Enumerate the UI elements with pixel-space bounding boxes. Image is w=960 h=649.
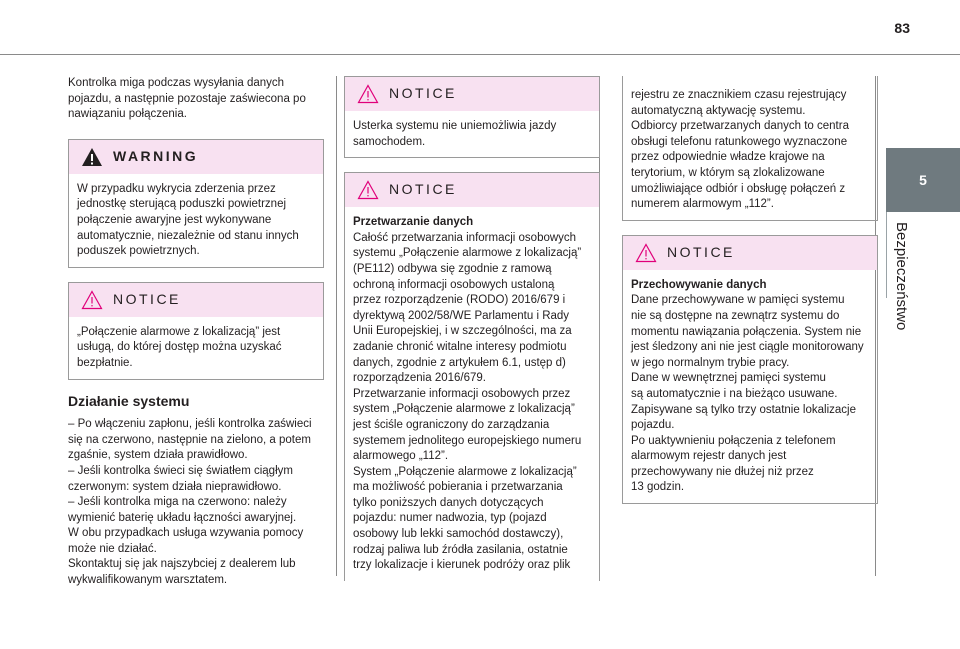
column-2: [344, 76, 600, 581]
notice-line: Usterka systemu nie uniemożliwia jazdy: [353, 120, 557, 132]
section-line: może nie działać.: [68, 542, 157, 555]
notice-box: [344, 76, 600, 158]
section-line: wykwalifikowanym warsztatem.: [68, 574, 228, 587]
notice-line: samochodem.: [353, 135, 426, 148]
intro-line: pojazdu, a następnie pozostaje zaświecona po: [68, 92, 306, 105]
notice-line: danych, zgodnie z artykułem 6.1, ustęp d): [353, 356, 566, 369]
notice-line: (PE112) odbywa się zgodnie z ramową: [353, 262, 552, 275]
notice-line: przechowywany nie dłużej niż przez: [631, 465, 814, 478]
section-line: – Po włączeniu zapłonu, jeśli kontrolka zaświeci: [68, 418, 312, 431]
notice-line: zadanie chronić witalne interesy podmiotu: [353, 340, 567, 353]
notice-line: tylko poniższych danych dotyczących: [353, 496, 544, 509]
notice-header: [623, 236, 877, 270]
notice-icon: [357, 84, 379, 104]
column-3: [622, 76, 878, 504]
warning-line: poduszek powietrznych.: [77, 245, 200, 258]
notice-line: system „Połączenie alarmowe z lokalizacją”: [353, 403, 575, 416]
notice-line: są automatycznie i na bieżąco usuwane.: [631, 387, 838, 400]
notice-line: systemem jednolitego europejskiego numeru: [353, 434, 582, 447]
notice-line: trzy lokalizacje i kierunek podróży oraz plik: [353, 559, 571, 572]
notice-title: NOTICE: [389, 181, 457, 198]
warning-line: automatycznie, niezależnie od stanu innych: [77, 229, 299, 242]
notice-title: NOTICE: [113, 290, 181, 307]
section-line: Skontaktuj się jak najszybciej z dealerem lub: [68, 558, 296, 571]
section-line: – Jeśli kontrolka świeci się światłem ciągłym: [68, 464, 293, 477]
chapter-title: Bezpieczeństwo: [893, 222, 910, 331]
warning-line: jednostkę sterującą poduszki powietrznej: [77, 198, 287, 211]
notice-subtitle: Przetwarzanie danych: [353, 216, 474, 229]
notice-line: alarmowego „112”.: [353, 450, 449, 463]
notice-icon: [357, 180, 379, 200]
page-number: 83: [894, 20, 910, 36]
notice-line: usługą, do której dostęp można uzyskać: [77, 341, 282, 354]
notice-title: NOTICE: [667, 243, 735, 260]
notice-line: ma możliwość pobierania i przetwarzania: [353, 481, 563, 494]
notice-line: systemu „Połączenie alarmowe z lokalizacją”: [353, 247, 582, 260]
notice-title: NOTICE: [389, 85, 457, 102]
notice-line: pojazdu.: [631, 419, 675, 432]
warning-line: W przypadku wykrycia zderzenia przez: [77, 182, 276, 195]
notice-line: rodzaj paliwa lub źródła zasilania, ostatnie: [353, 543, 568, 556]
notice-line: rozporządzenia 2016/679.: [353, 372, 486, 385]
notice-line: Przetwarzanie informacji osobowych przez: [353, 387, 571, 400]
notice-line: jest śledzony ani nie jest ciągle monitorowany: [631, 341, 864, 354]
notice-line: 13 godzin.: [631, 481, 685, 494]
column-rule-1: [336, 76, 337, 576]
notice-line: Unii Europejskiej, i w szczególności, ma za: [353, 325, 572, 338]
notice-line: pojazdu: numer nadwozia, typ (pojazd: [353, 512, 547, 525]
chapter-tab[interactable]: [886, 148, 960, 212]
section-line: zgaśnie, system działa prawidłowo.: [68, 449, 248, 462]
notice-line: ochroną informacji osobowych ustaloną: [353, 278, 555, 291]
continuation-line: numerem alarmowym „112”.: [631, 198, 774, 211]
notice-header: [345, 173, 599, 207]
notice-subtitle: Przechowywanie danych: [631, 278, 767, 291]
notice-icon: [635, 243, 657, 263]
continuation-line: obsługi telefonu ratunkowego wyznaczone: [631, 135, 848, 148]
continuation-line: przez odpowiednie władze krajowe na: [631, 151, 825, 164]
notice-line: alarmowym rejestr danych jest: [631, 450, 787, 463]
section-line: – Jeśli kontrolka miga na czerwono: należy: [68, 496, 287, 509]
notice-line: momentu nawiązania połączenia. System nie: [631, 325, 862, 338]
notice-line: System „Połączenie alarmowe z lokalizacją”: [353, 465, 577, 478]
notice-line: nie są dostępne na zewnątrz systemu do: [631, 309, 840, 322]
notice-box: [68, 282, 324, 380]
continuation-line: rejestru ze znacznikiem czasu rejestrujący: [631, 89, 847, 101]
notice-continuation-box: [622, 76, 878, 221]
notice-line: osobowy lub lekki samochód dostawczy),: [353, 528, 564, 541]
notice-icon: [81, 290, 103, 310]
continuation-line: terytorium, w którym są zlokalizowane: [631, 166, 825, 179]
section-heading: Działanie systemu: [68, 392, 190, 409]
warning-title: WARNING: [113, 147, 199, 164]
section-line: się na czerwono, następnie na zielono, a potem: [68, 433, 311, 446]
notice-line: Całość przetwarzania informacji osobowych: [353, 231, 577, 244]
continuation-line: Odbiorcy przetwarzanych danych to centra: [631, 120, 849, 133]
notice-line: przez rozporządzenie (RODO) 2016/679 i: [353, 294, 566, 307]
notice-line: „Połączenie alarmowe z lokalizacją” jest: [77, 325, 281, 338]
warning-box: [68, 139, 324, 268]
warning-header: [69, 140, 323, 174]
notice-box-data-storage: [622, 235, 878, 504]
warning-line: połączenie awaryjne jest wykonywane: [77, 213, 272, 226]
notice-line: Dane przechowywane w pamięci systemu: [631, 294, 845, 307]
chapter-number: 5: [919, 172, 927, 188]
continuation-line: umożliwiające odbiór i obsługę połączeń z: [631, 182, 846, 195]
column-1: [68, 76, 324, 589]
intro-line: nawiązaniu połączenia.: [68, 108, 187, 121]
top-rule: [0, 54, 960, 55]
notice-line: bezpłatnie.: [77, 356, 133, 369]
notice-box-data-processing: [344, 172, 600, 581]
notice-line: Zapisywane są tylko trzy ostatnie lokalizacje: [631, 403, 856, 416]
intro-line: Kontrolka miga podczas wysyłania danych: [68, 77, 285, 89]
warning-icon: [81, 147, 103, 167]
continuation-line: automatyczną aktywację systemu.: [631, 104, 806, 117]
section-line: czerwonym: system działa nieprawidłowo.: [68, 480, 282, 493]
section-line: wymienić baterię układu łączności awaryjnej.: [68, 511, 297, 524]
notice-line: dyrektywą 2002/58/WE Parlamentu i Rady: [353, 309, 570, 322]
notice-header: [345, 77, 599, 111]
notice-line: jest ściśle ograniczony do zarządzania: [353, 418, 550, 431]
notice-header: [69, 283, 323, 317]
notice-line: Dane w wewnętrznej pamięci systemu: [631, 372, 826, 385]
section-line: W obu przypadkach usługa wzywania pomocy: [68, 527, 304, 540]
notice-line: w jego normalnym trybie pracy.: [631, 356, 790, 369]
notice-line: Po uaktywnieniu połączenia z telefonem: [631, 434, 836, 447]
